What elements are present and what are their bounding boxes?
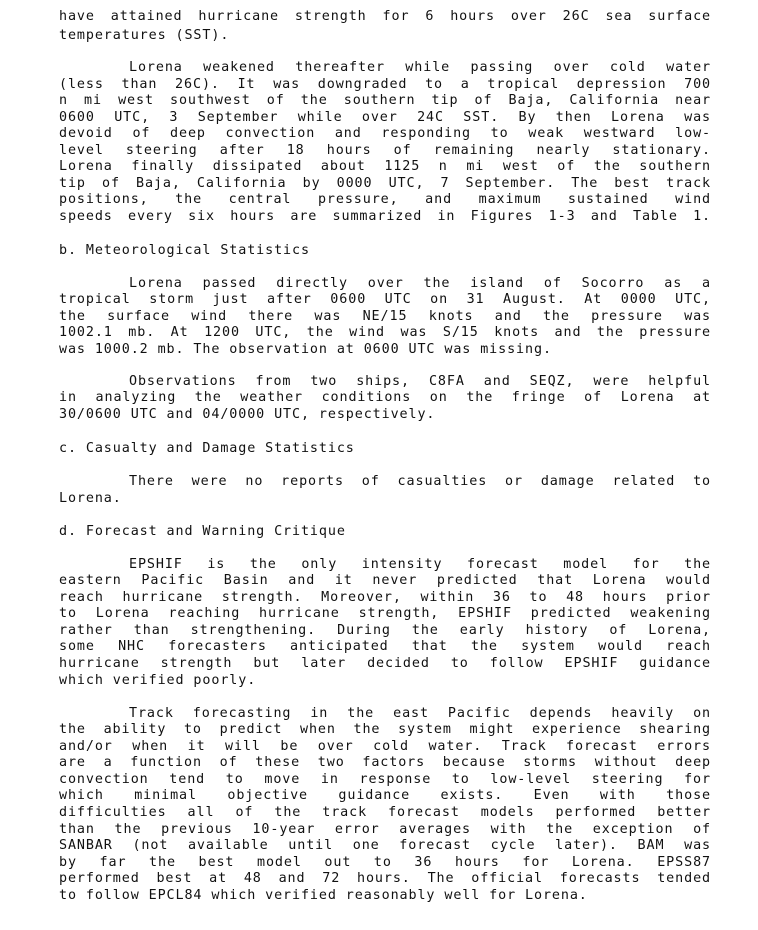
text-line: EPSHIF is the only intensity forecast model for the [129,557,711,572]
text-line: speeds every six hours are summarized in Figures 1-3 and Table 1. [59,209,711,224]
text-line: tropical storm just after 0600 UTC on 31 August. At 0000 UTC, [59,292,711,307]
text-line: to Lorena reaching hurricane strength, EPSHIF predicted weakening [59,606,711,621]
text-line: devoid of deep convection and responding to weak westward low- [59,126,711,141]
text-line: in analyzing the weather conditions on the fringe of Lorena at [59,390,711,405]
text-line: Lorena. [59,491,122,506]
text-line: by far the best model out to 36 hours for Lorena. EPSS87 [59,855,711,870]
text-line: than the previous 10-year error averages with the exception of [59,822,711,837]
text-line: n mi west southwest of the southern tip of Baja, California near [59,93,711,108]
text-line: are a function of these two factors because storms without deep [59,755,711,770]
text-line: performed best at 48 and 72 hours. The official forecasts tended [59,871,711,886]
text-line: the ability to predict when the system might experience shearing [59,722,711,737]
text-line: reach hurricane strength. Moreover, within 36 to 48 hours prior [59,590,711,605]
text-line: Lorena weakened thereafter while passing over cold water [129,60,711,75]
text-line: Lorena passed directly over the island of Socorro as a [129,276,711,291]
text-line: to follow EPCL84 which verified reasonably well for Lorena. [59,888,588,903]
text-line: positions, the central pressure, and maximum sustained wind [59,192,711,207]
text-line: and/or when it will be over cold water. Track forecast errors [59,739,711,754]
text-line: level steering after 18 hours of remaining nearly stationary. [59,143,711,158]
text-line: which minimal objective guidance exists. Even with those [59,788,711,803]
text-line: difficulties all of the track forecast models performed better [59,805,711,820]
text-line: which verified poorly. [59,673,257,688]
text-line: was 1000.2 mb. The observation at 0600 UTC was missing. [59,342,552,357]
text-line: rather than strengthening. During the early history of Lorena, [59,623,711,638]
text-line: 1002.1 mb. At 1200 UTC, the wind was S/15 knots and the pressure [59,325,711,340]
text-line: tip of Baja, California by 0000 UTC, 7 September. The best track [59,176,711,191]
section-heading: c. Casualty and Damage Statistics [59,441,355,456]
section-heading: b. Meteorological Statistics [59,243,310,258]
text-line: some NHC forecasters anticipated that the system would reach [59,639,711,654]
text-line: convection tend to move in response to low-level steering for [59,772,711,787]
text-line: Track forecasting in the east Pacific depends heavily on [129,706,711,721]
text-line: 0600 UTC, 3 September while over 24C SST. By then Lorena was [59,110,711,125]
text-line: SANBAR (not available until one forecast cycle later). BAM was [59,838,711,853]
text-line: Lorena finally dissipated about 1125 n mi west of the southern [59,159,711,174]
text-line: Observations from two ships, C8FA and SEQZ, were helpful [129,374,711,389]
text-line: 30/0600 UTC and 04/0000 UTC, respectively. [59,407,436,422]
section-heading: d. Forecast and Warning Critique [59,524,346,539]
text-line: (less than 26C). It was downgraded to a tropical depression 700 [59,77,711,92]
text-line: the surface wind there was NE/15 knots and the pressure was [59,309,711,324]
text-line: hurricane strength but later decided to follow EPSHIF guidance [59,656,711,671]
text-line: temperatures (SST). [59,28,230,43]
text-line: There were no reports of casualties or damage related to [129,474,711,489]
text-line: have attained hurricane strength for 6 hours over 26C sea surface [59,9,711,24]
text-line: eastern Pacific Basin and it never predicted that Lorena would [59,573,711,588]
